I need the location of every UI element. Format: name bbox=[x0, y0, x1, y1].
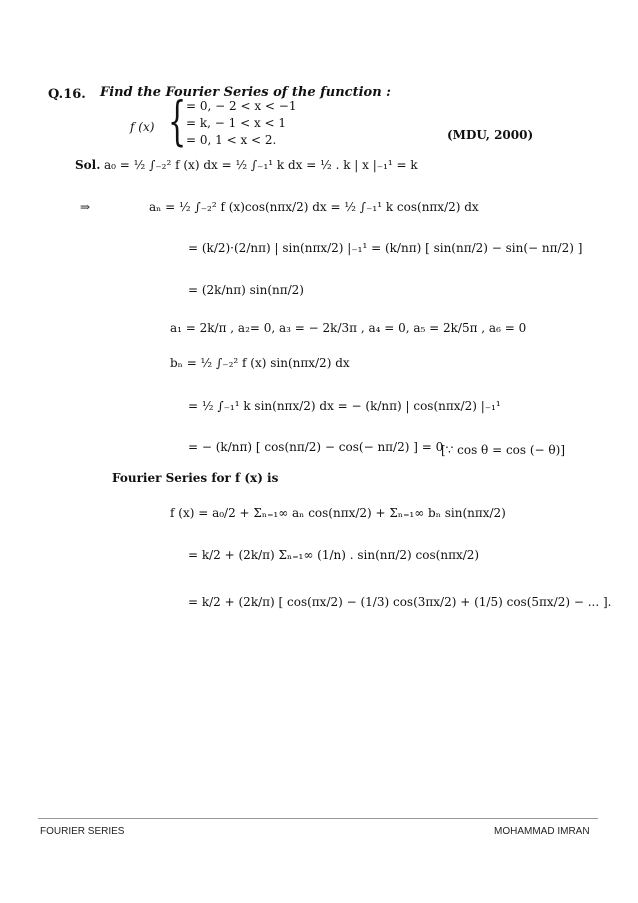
bn-step-2: = ½ ∫₋₁¹ k sin(nπx/2) dx = − (k/nπ) | cos(nπx/2) |₋₁¹ bbox=[188, 399, 501, 413]
piecewise-brace: { bbox=[168, 92, 187, 152]
function-name: f (x) bbox=[130, 120, 155, 134]
series-line-1: f (x) = a₀/2 + Σₙ₌₁∞ aₙ cos(nπx/2) + Σₙ₌₁∞ bₙ sin(nπx/2) bbox=[170, 506, 506, 520]
footer-divider bbox=[38, 818, 598, 819]
footer-right: MOHAMMAD IMRAN bbox=[494, 826, 590, 837]
series-line-2: = k/2 + (2k/π) Σₙ₌₁∞ (1/n) . sin(nπ/2) cos(nπx/2) bbox=[188, 548, 480, 562]
implies-arrow: ⇒ bbox=[80, 200, 91, 214]
bn-equation: bₙ = ½ ∫₋₂² f (x) sin(nπx/2) dx bbox=[170, 356, 350, 370]
series-heading: Fourier Series for f (x) is bbox=[112, 471, 279, 485]
footer-left: FOURIER SERIES bbox=[40, 826, 125, 837]
an-step-2: = (k/2)·(2/nπ) | sin(nπx/2) |₋₁¹ = (k/nπ) [ sin(nπ/2) − sin(− nπ/2) ] bbox=[188, 241, 583, 255]
case-3: = 0, 1 < x < 2. bbox=[186, 133, 277, 147]
bn-reason: [∵ cos θ = cos (− θ)] bbox=[441, 443, 566, 457]
bn-step-3: = − (k/nπ) [ cos(nπ/2) − cos(− nπ/2) ] = 0 bbox=[188, 440, 444, 454]
solution-label: Sol. bbox=[75, 158, 101, 172]
a0-equation: a₀ = ½ ∫₋₂² f (x) dx = ½ ∫₋₁¹ k dx = ½ . k | x |₋₁¹ = k bbox=[104, 158, 418, 172]
question-label: Q.16. bbox=[48, 87, 86, 102]
case-1: = 0, − 2 < x < −1 bbox=[186, 99, 297, 113]
source-citation: (MDU, 2000) bbox=[447, 128, 534, 142]
question-prompt: Find the Fourier Series of the function : bbox=[100, 85, 391, 100]
series-line-3: = k/2 + (2k/π) [ cos(πx/2) − (1/3) cos(3πx/2) + (1/5) cos(5πx/2) − ... ]. bbox=[188, 595, 612, 609]
an-step-3: = (2k/nπ) sin(nπ/2) bbox=[188, 283, 304, 297]
an-equation: aₙ = ½ ∫₋₂² f (x)cos(nπx/2) dx = ½ ∫₋₁¹ k cos(nπx/2) dx bbox=[149, 200, 479, 214]
an-values: a₁ = 2k/π , a₂= 0, a₃ = − 2k/3π , a₄ = 0, a₅ = 2k/5π , a₆ = 0 bbox=[170, 321, 527, 335]
case-2: = k, − 1 < x < 1 bbox=[186, 116, 287, 130]
